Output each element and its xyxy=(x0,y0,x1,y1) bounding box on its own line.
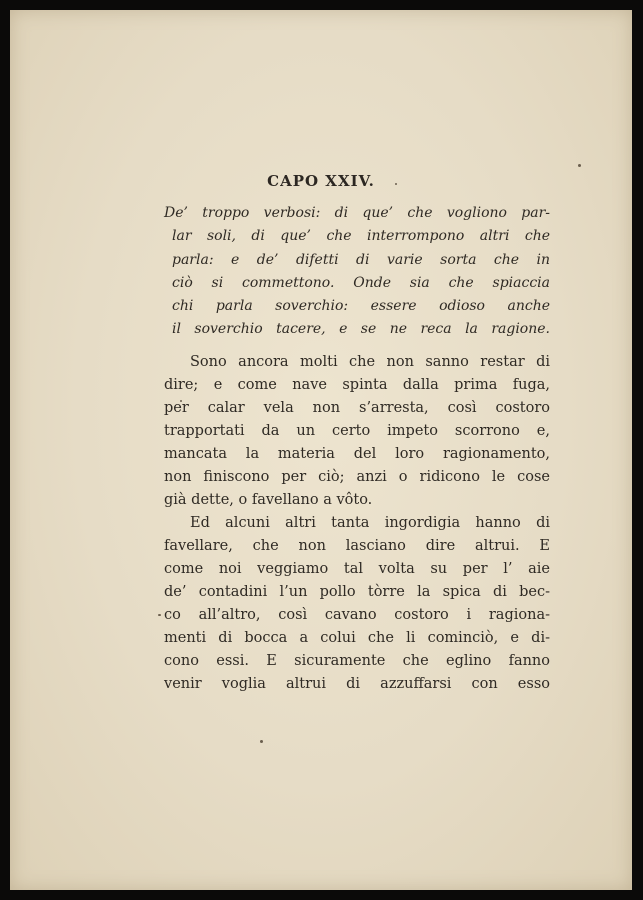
text-line: dire; e come nave spinta dalla prima fuga, xyxy=(164,377,550,393)
body-text xyxy=(164,351,550,696)
paper-speck xyxy=(260,740,263,743)
text-line: co all’altro, così cavano costoro i ragiona- xyxy=(164,607,550,623)
text-line: trapportati da un certo impeto scorrono e, xyxy=(164,423,550,439)
summary-line: il soverchio tacere, e se ne reca la ragione. xyxy=(172,321,550,338)
text-line: come noi veggiamo tal volta su per l’ aie xyxy=(164,561,550,577)
text-line: cono essi. E sicuramente che eglino fanno xyxy=(164,653,550,669)
text-line: non finiscono per ciò; anzi o ridicono le cose xyxy=(164,469,550,485)
paragraph-2 xyxy=(164,512,550,696)
text-line: Ed alcuni altri tanta ingordigia hanno di xyxy=(190,515,550,531)
chapter-title: CAPO XXIV. xyxy=(267,172,375,190)
summary-line: ciò si commettono. Onde sia che spiaccia xyxy=(172,274,550,291)
text-line: per calar vela non s’arresta, così costoro xyxy=(164,400,550,416)
paragraph-1 xyxy=(164,351,550,512)
text-line: venir voglia altrui di azzuffarsi con esso xyxy=(164,676,550,692)
text-line: mancata la materia del loro ragionamento, xyxy=(164,446,550,462)
summary-line: chi parla soverchio: essere odioso anche xyxy=(172,298,550,315)
text-line: de’ contadini l’un pollo tòrre la spica di bec- xyxy=(164,584,550,600)
summary-line: De’ troppo verbosi: di que’ che vogliono par- xyxy=(164,205,550,221)
text-line: menti di bocca a colui che li cominciò, e di- xyxy=(164,630,550,646)
text-line: favellare, che non lasciano dire altrui. E xyxy=(164,538,550,554)
paper-speck xyxy=(578,164,581,167)
text-line: già dette, o favellano a vôto. xyxy=(164,492,373,508)
summary-line: parla: e de’ difetti di varie sorta che in xyxy=(172,251,550,268)
summary-line: lar soli, di que’ che interrompono altri che xyxy=(172,228,550,245)
paper-speck xyxy=(158,614,161,616)
chapter-summary xyxy=(164,202,550,342)
text-line: Sono ancora molti che non sanno restar di xyxy=(190,354,550,370)
